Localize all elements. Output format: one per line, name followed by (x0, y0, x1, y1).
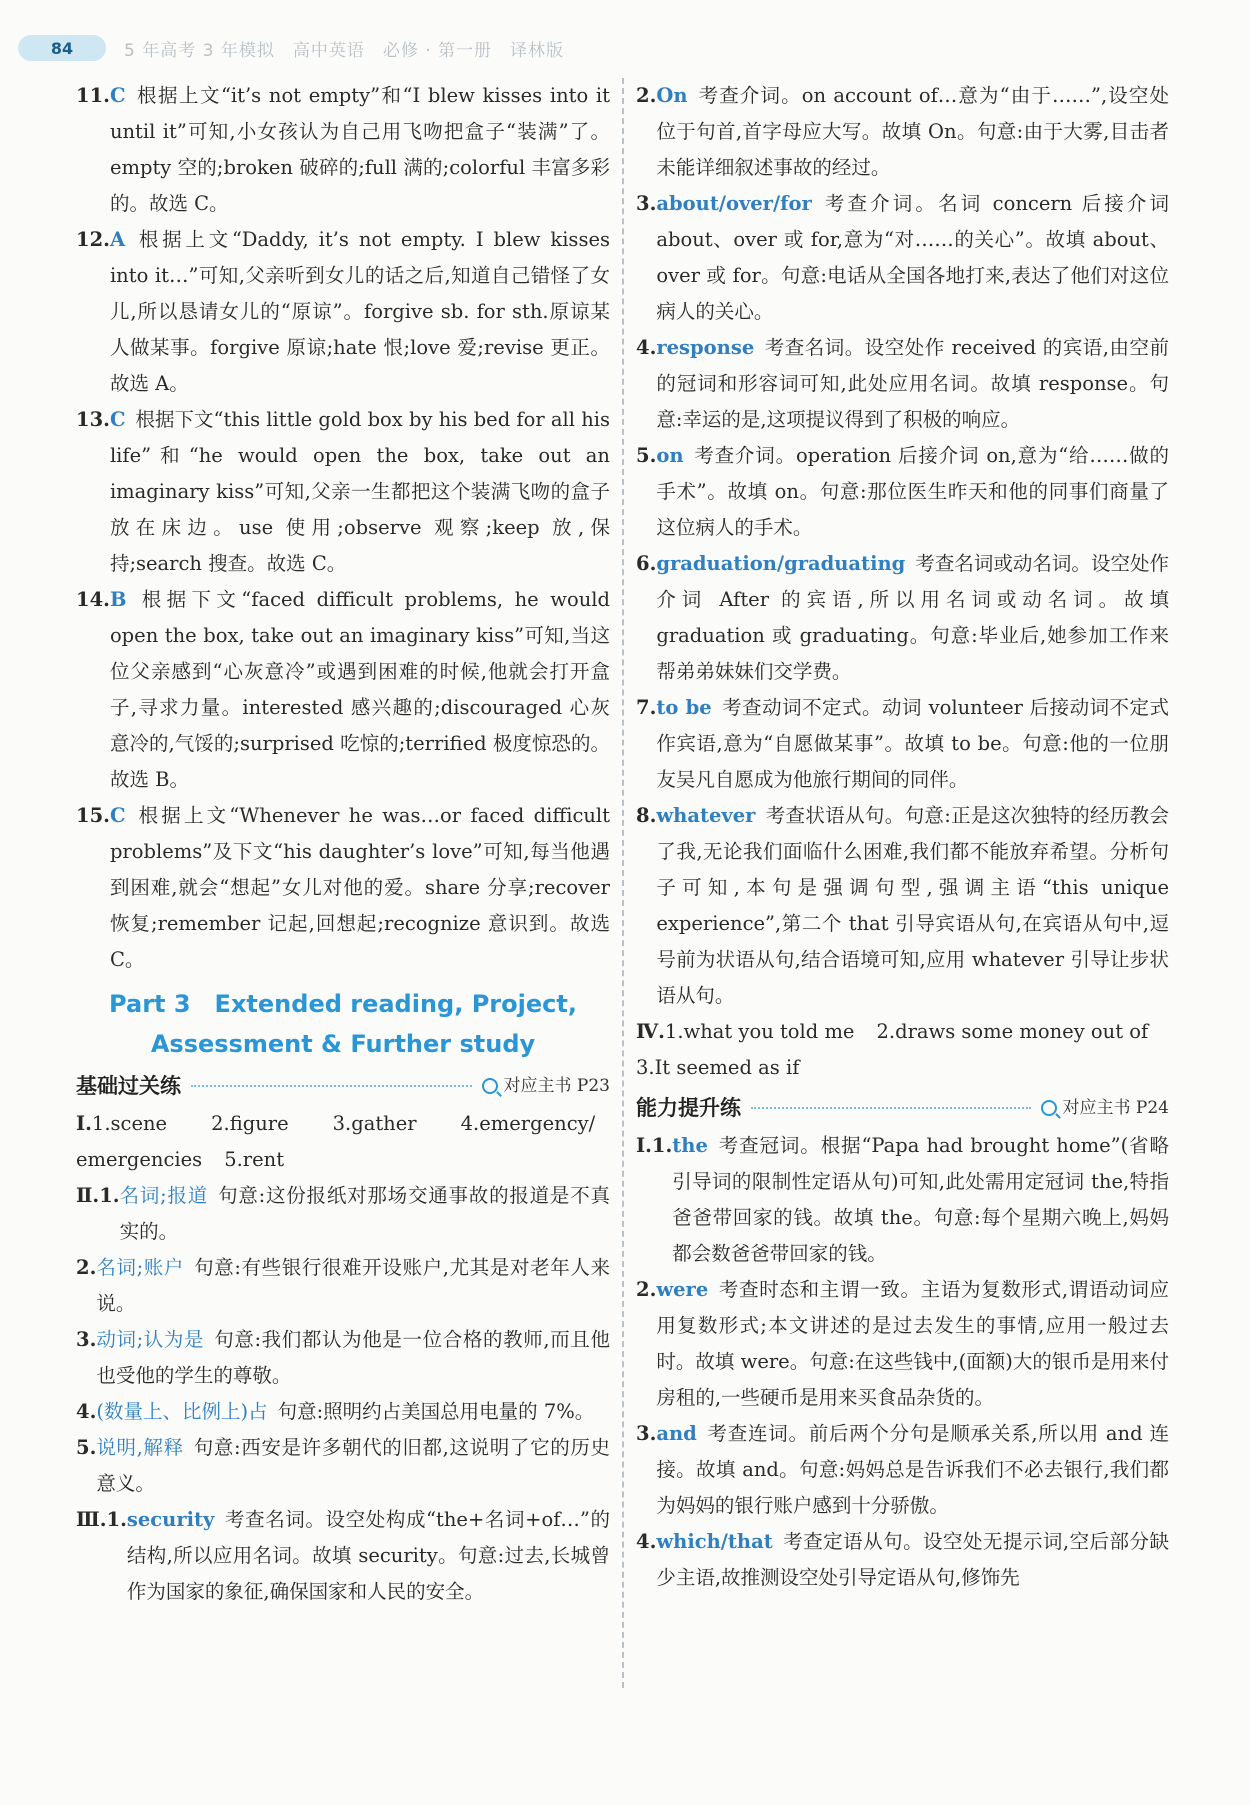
right-column (636, 78, 1169, 1596)
answer-item (76, 1178, 610, 1250)
explanation: 句意:有些银行很难开设账户,尤其是对老年人来说。 (96, 1256, 610, 1315)
item-number: 4. (636, 1530, 657, 1553)
answer-item (636, 78, 1169, 186)
book-reference-text: 对应主书 P24 (1062, 1098, 1169, 1118)
answer-key: 说明,解释 (96, 1436, 184, 1459)
answer-item (636, 1128, 1169, 1272)
section-I-answers-cont (76, 1142, 610, 1178)
explanation: 考查冠词。根据“Papa had brought home”(省略引导词的限制性定语从句)可知,此处需用定冠词 the,特指爸爸带回家的钱。故填 the。句意:每个星期六晚上,妈妈都会数爸爸带回家的钱。 (672, 1134, 1169, 1265)
section-I-answers (76, 1106, 610, 1142)
answer-item (636, 1272, 1169, 1416)
book-title: 5 年高考 3 年模拟 高中英语 必修 · 第一册 译林版 (124, 40, 565, 61)
explanation: 根据下文“this little gold box by his bed for all his life”和“he would open the box, take out an imaginary kiss”可知,父亲一生都把这个装满飞吻的盒子放在床边。use 使用;observe 观察;keep 放,保持;search 搜查。故选 C。 (109, 408, 610, 575)
explanation: 句意:这份报纸对那场交通事故的报道是不真实的。 (119, 1184, 610, 1243)
section-title: 基础过关练 (76, 1074, 181, 1098)
answer-key: whatever (656, 804, 756, 827)
explanation: 根据上文“Daddy, it’s not empty. I blew kisses into it…”可知,父亲听到女儿的话之后,知道自己错怪了女儿,所以恳请女儿的“原谅”。forgive sb. for sth.原谅某人做某事。forgive 原谅;hate 恨;love 爱;revise 更正。故选 A。 (109, 228, 610, 395)
page-header (18, 30, 564, 66)
explanation: 根据下文“faced difficult problems, he would open the box, take out an imaginary kiss”可知,当这位父亲感到“心灰意冷”或遇到困难的时候,他就会打开盒子,寻求力量。interested 感兴趣的;discouraged 心灰意冷的,气馁的;surprised 吃惊的;terrified 极度惊恐的。故选 B。 (109, 588, 610, 791)
answer-item (636, 438, 1169, 546)
answer-item (636, 546, 1169, 690)
explanation: 考查介词。名词 concern 后接介词 about、over 或 for,意为“对……的关心”。故填 about、over 或 for。句意:电话从全国各地打来,表达了他们对这位病人的关心。 (656, 192, 1169, 323)
item-number: 3. (636, 192, 657, 215)
magnifier-icon (1041, 1100, 1057, 1116)
section-header-ability (636, 1090, 1169, 1126)
answer-item (76, 402, 610, 582)
answer-key: 动词;认为是 (96, 1328, 205, 1351)
answer-text: 4.emergency/ (460, 1112, 596, 1135)
item-number: 5. (76, 1436, 97, 1459)
explanation: 句意:西安是许多朝代的旧都,这说明了它的历史意义。 (96, 1436, 610, 1495)
item-number: 6. (636, 552, 657, 575)
section-IV-answers-cont (636, 1050, 1169, 1086)
answer-key: C (109, 804, 126, 827)
part-title-line-2: Assessment & Further study (150, 1030, 536, 1058)
item-number: 4. (636, 336, 657, 359)
answer-key: 名词;账户 (96, 1256, 185, 1279)
answer-key: which/that (656, 1530, 773, 1553)
explanation: 根据上文“it’s not empty”和“I blew kisses into it until it”可知,小女孩认为自己用飞吻把盒子“装满”了。empty 空的;broken 破碎的;full 满的;colorful 丰富多彩的。故选 C。 (109, 84, 610, 215)
answer-item (76, 1430, 610, 1502)
answer-item (76, 1394, 610, 1430)
answer-text: 5.rent (224, 1148, 285, 1171)
answer-key: C (109, 84, 126, 107)
item-number (76, 1178, 120, 1250)
item-number: 4. (76, 1400, 97, 1423)
item-number: 8. (636, 804, 657, 827)
answer-key: and (656, 1422, 697, 1445)
answer-key: (数量上、比例上)占 (96, 1400, 268, 1423)
answer-item (76, 78, 610, 222)
answer-item (76, 222, 610, 402)
explanation: 考查名词。设空处构成“the+名词+of…”的结构,所以应用名词。故填 security。句意:过去,长城曾作为国家的象征,确保国家和人民的安全。 (126, 1508, 610, 1603)
item-number: 2. (636, 1278, 657, 1301)
part-title-line-1: Part 3 Extended reading, Project, (109, 990, 577, 1018)
item-number (76, 1502, 127, 1610)
explanation: 考查动词不定式。动词 volunteer 后接动词不定式作宾语,意为“自愿做某事”。故填 to be。句意:他的一位朋友吴凡自愿成为他旅行期间的同伴。 (656, 696, 1170, 791)
answer-text: emergencies (76, 1148, 203, 1171)
section-header-basic (76, 1068, 610, 1104)
explanation: 句意:我们都认为他是一位合格的教师,而且他也受他的学生的尊敬。 (96, 1328, 610, 1387)
answer-item (76, 1322, 610, 1394)
dotted-leader (751, 1107, 1031, 1109)
item-number-text: 1. (99, 1184, 120, 1207)
answer-item (76, 798, 610, 978)
explanation: 考查介词。on account of…意为“由于……”,设空处位于句首,首字母应大写。故填 On。句意:由于大雾,目击者未能详细叙述事故的经过。 (656, 84, 1169, 179)
roman-label: Ⅳ. (636, 1020, 665, 1043)
answer-item (76, 582, 610, 798)
answer-key: about/over/for (656, 192, 812, 215)
item-number: 15. (76, 804, 110, 827)
item-number-text: 1. (651, 1134, 673, 1157)
explanation: 考查名词或动名词。设空处作介词 After 的宾语,所以用名词或动名词。故填 graduation 或 graduating。句意:毕业后,她参加工作来帮弟弟妹妹们交学费。 (656, 552, 1169, 683)
explanation: 考查介词。operation 后接介词 on,意为“给……做的手术”。故填 on。句意:那位医生昨天和他的同事们商量了这位病人的手术。 (656, 444, 1169, 539)
section-IV-answers (636, 1014, 1169, 1050)
item-number: 14. (76, 588, 110, 611)
answer-key: A (109, 228, 126, 251)
answer-item (636, 330, 1169, 438)
explanation: 考查连词。前后两个分句是顺承关系,所以用 and 连接。故填 and。句意:妈妈总是告诉我们不必去银行,我们都为妈妈的银行账户感到十分骄傲。 (656, 1422, 1169, 1517)
explanation: 考查名词。设空处作 received 的宾语,由空前的冠词和形容词可知,此处应用名词。故填 response。句意:幸运的是,这项提议得到了积极的响应。 (656, 336, 1169, 431)
explanation: 考查定语从句。设空处无提示词,空后部分缺少主语,故推测设空处引导定语从句,修饰先 (656, 1530, 1169, 1589)
roman-label: Ⅰ. (76, 1112, 92, 1135)
answer-text: 1.what you told me (664, 1020, 855, 1043)
answer-key: On (656, 84, 688, 107)
explanation: 考查时态和主谓一致。主语为复数形式,谓语动词应用复数形式;本文讲述的是过去发生的事情,应用一般过去时。故填 were。句意:在这些钱中,(面额)大的银币是用来付房租的,一些硬币是用来买食品杂货的。 (656, 1278, 1169, 1409)
item-number: 2. (76, 1256, 97, 1279)
left-column (76, 78, 610, 1610)
answer-item (76, 1250, 610, 1322)
answer-key: the (672, 1134, 708, 1157)
item-number: 3. (76, 1328, 97, 1351)
item-number-text: 1. (106, 1508, 127, 1531)
answer-key: C (109, 408, 126, 431)
item-number: 13. (76, 408, 110, 431)
roman-label: Ⅰ. (636, 1134, 652, 1157)
answer-item (636, 798, 1169, 1014)
item-number: 11. (76, 84, 110, 107)
section-title: 能力提升练 (636, 1096, 741, 1120)
item-number: 12. (76, 228, 110, 251)
page-number: 84 (18, 35, 106, 61)
answer-key: on (656, 444, 684, 467)
column-divider (622, 78, 624, 1688)
answer-item (636, 1524, 1169, 1596)
answer-key: to be (656, 696, 712, 719)
answer-text: 3.It seemed as if (636, 1056, 800, 1079)
answer-item (76, 1502, 610, 1610)
book-reference (482, 1068, 610, 1104)
answer-key: 名词;报道 (119, 1184, 209, 1207)
magnifier-icon (482, 1078, 498, 1094)
answer-key: graduation/graduating (656, 552, 906, 575)
explanation: 句意:照明约占美国总用电量的 7%。 (277, 1400, 595, 1423)
book-reference-text: 对应主书 P23 (503, 1076, 610, 1096)
explanation: 考查状语从句。句意:正是这次独特的经历教会了我,无论我们面临什么困难,我们都不能放弃希望。分析句子可知,本句是强调句型,强调主语“this unique experience”,第二个 that 引导宾语从句,在宾语从句中,逗号前为状语从句,结合语境可知,应用 whatever 引导让步状语从句。 (656, 804, 1169, 1007)
item-number: 3. (636, 1422, 657, 1445)
answer-item (636, 1416, 1169, 1524)
book-reference (1041, 1090, 1169, 1126)
item-number: 2. (636, 84, 657, 107)
part-title (76, 984, 610, 1064)
explanation: 根据上文“Whenever he was…or faced difficult problems”及下文“his daughter’s love”可知,每当他遇到困难,就会“想起”女儿对他的爱。share 分享;recover 恢复;remember 记起,回想起;recognize 意识到。故选 C。 (109, 804, 610, 971)
roman-label: Ⅱ. (76, 1184, 100, 1207)
roman-label: Ⅲ. (76, 1508, 107, 1531)
answer-key: were (656, 1278, 709, 1301)
answer-text: 2.figure (211, 1112, 289, 1135)
answer-key: B (109, 588, 127, 611)
answer-text: 1.scene (91, 1112, 168, 1135)
answer-key: response (656, 336, 755, 359)
answer-text: 3.gather (332, 1112, 417, 1135)
answer-item (636, 186, 1169, 330)
item-number: 5. (636, 444, 657, 467)
dotted-leader (191, 1085, 472, 1087)
answer-key: security (126, 1508, 215, 1531)
item-number (636, 1128, 672, 1272)
item-number: 7. (636, 696, 657, 719)
answer-item (636, 690, 1169, 798)
answer-text: 2.draws some money out of (876, 1020, 1149, 1043)
